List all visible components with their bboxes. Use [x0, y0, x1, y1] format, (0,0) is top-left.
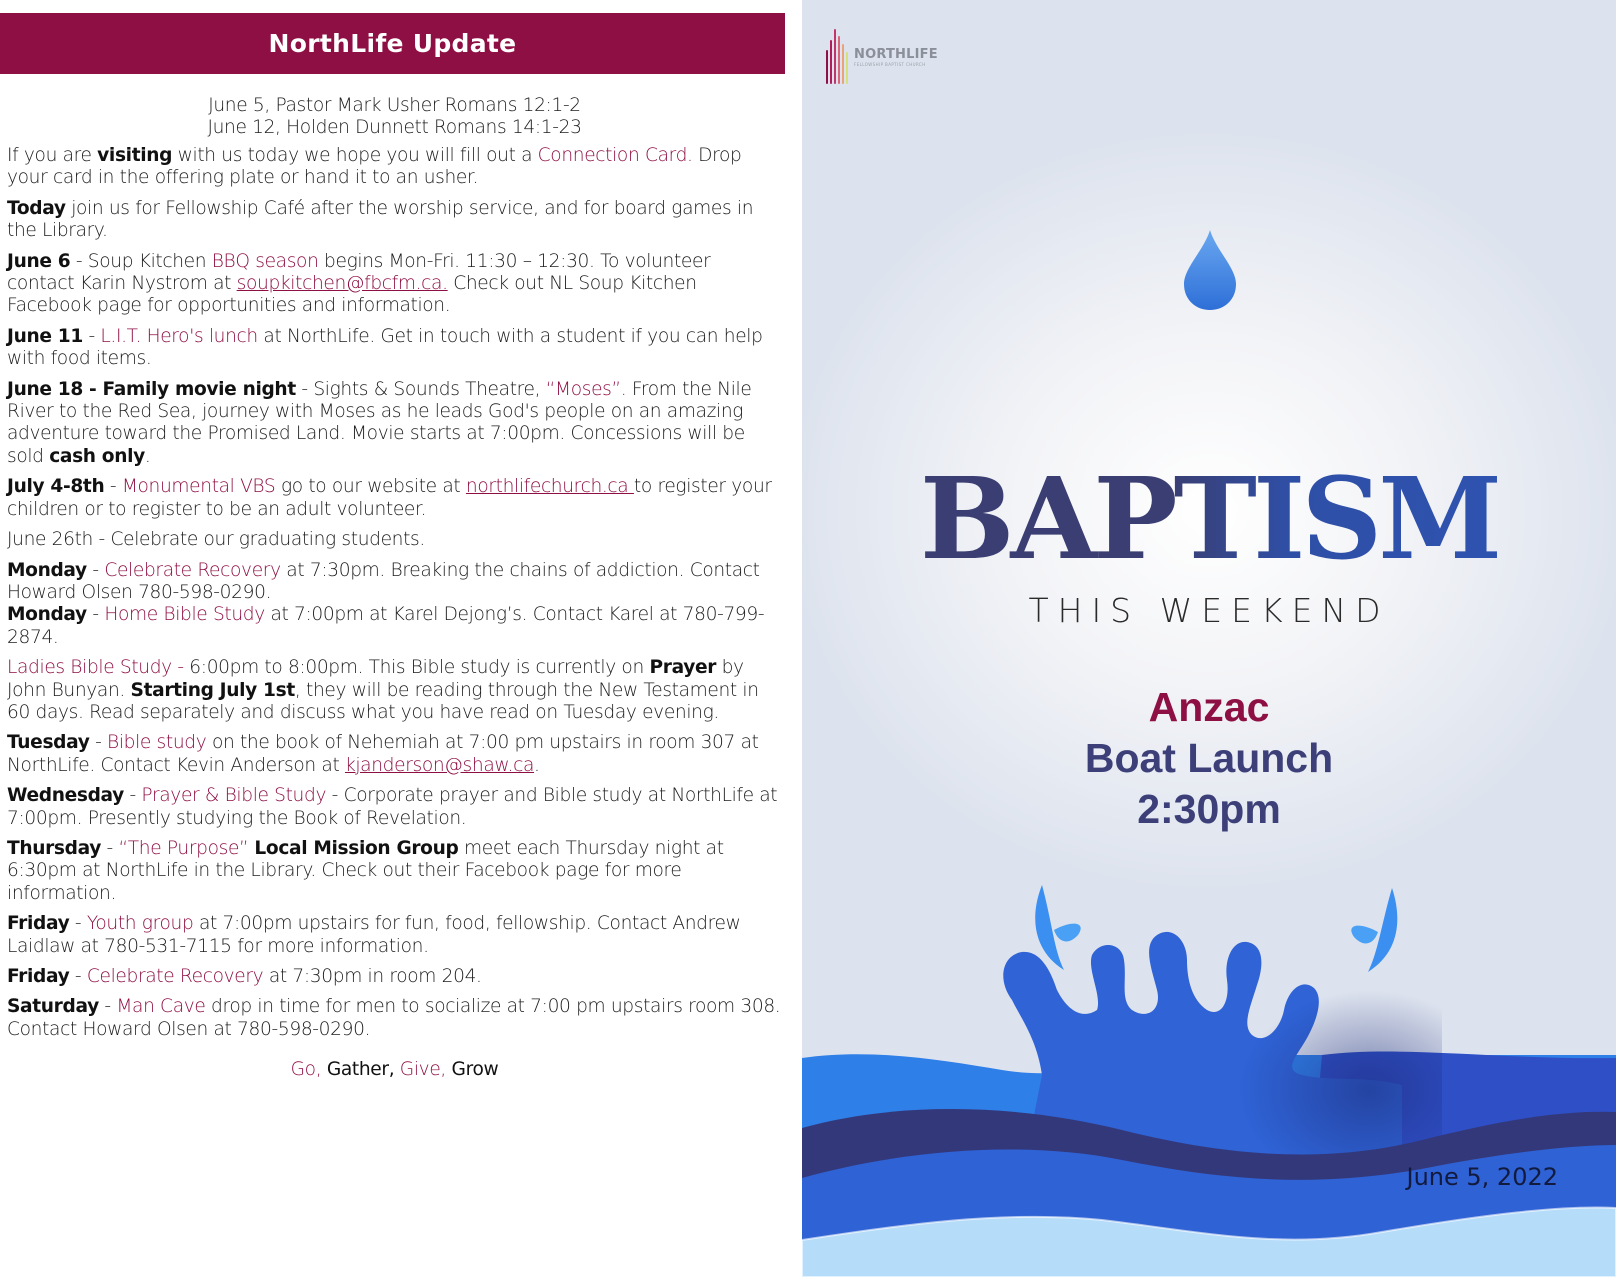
cover-title: BAPTISM: [802, 460, 1616, 580]
sermon-line: June 5, Pastor Mark Usher Romans 12:1-2: [208, 95, 581, 116]
june11-announcement: June 11 - L.I.T. Hero's lunch at NorthLife. Get in touch with a student if you can help with food items.: [7, 325, 763, 370]
monday-bible-study-announcement: Monday - Home Bible Study at 7:00pm at Karel Dejong’s. Contact Karel at 780-799-2874.: [7, 604, 765, 648]
logo-name: NORTHLIFE: [854, 46, 938, 62]
monday-recovery-announcement: Monday - Celebrate Recovery at 7:30pm. Breaking the chains of addiction. Contact Howard Olsen 780-598-0290.: [7, 559, 760, 603]
ladies-bible-study-announcement: Ladies Bible Study - 6:00pm to 8:00pm. This Bible study is currently on Prayer by John Bunyan. Starting July 1st, they will be reading through the New Testament in 60 days. Read separately and discuss what you have read on Tuesday evening.: [7, 657, 759, 723]
water-drop-icon: [1178, 228, 1242, 312]
sermon-line: June 12, Holden Dunnett Romans 14:1-23: [207, 117, 582, 138]
soupkitchen-email-link[interactable]: soupkitchen@fbcfm.ca.: [236, 273, 448, 295]
kjanderson-email-link[interactable]: kjanderson@shaw.ca: [344, 754, 534, 776]
logo-bars-icon: [826, 29, 848, 84]
bulletin-header: [0, 13, 785, 74]
friday-recovery-announcement: Friday - Celebrate Recovery at 7:30pm in room 204.: [7, 966, 482, 987]
sermon-schedule: [7, 95, 782, 139]
northlife-logo: [826, 29, 938, 84]
logo-subtitle: FELLOWSHIP BAPTIST CHURCH: [854, 61, 926, 67]
tuesday-announcement: Tuesday - Bible study on the book of Nehemiah at 7:00 pm upstairs in room 307 at NorthLife. Contact Kevin Anderson at kjanderson@shaw.ca.: [7, 732, 759, 776]
website-link[interactable]: northlifechurch.ca: [465, 476, 634, 498]
event-time: 2:30pm: [1137, 786, 1281, 832]
thursday-announcement: Thursday - “The Purpose” Local Mission Group meet each Thursday night at 6:30pm at NorthLife in the Library. Check out their Facebook page for more information.: [7, 837, 724, 904]
june26-announcement: June 26th - Celebrate our graduating students.: [7, 529, 425, 551]
bulletin-content: [7, 95, 782, 1082]
event-name: Boat Launch: [1084, 735, 1334, 781]
july4-announcement: July 4-8th - Monumental VBS go to our website at northlifechurch.ca to register your children or to register to be an adult volunteer.: [7, 476, 772, 520]
cover-date: June 5, 2022: [1406, 1163, 1558, 1191]
visiting-announcement: If you are visiting with us today we hope you will fill out a Connection Card. Drop your card in the offering plate or hand it to an usher.: [7, 145, 742, 189]
today-announcement: Today join us for Fellowship Café after the worship service, and for board games in the Library.: [7, 197, 754, 242]
friday-youth-announcement: Friday - Youth group at 7:00pm upstairs for fun, food, fellowship. Contact Andrew Laidlaw at 780-531-7115 for more information.: [7, 913, 741, 957]
june18-announcement: June 18 - Family movie night - Sights & Sounds Theatre, “Moses”. From the Nile River to the Red Sea, journey with Moses as he leads God's people on an amazing adventure toward the Promised Land. Movie starts at 7:00pm. Concessions will be sold cash only.: [7, 378, 752, 467]
bulletin-page: [0, 0, 802, 1277]
cover-subtitle: THIS WEEKEND: [1028, 591, 1390, 630]
motto: Go, Gather, Give, Grow: [290, 1059, 499, 1081]
bulletin-title: NorthLife Update: [268, 29, 517, 58]
water-splash-illustration: [802, 860, 1616, 1277]
connection-card-highlight: Connection Card.: [537, 145, 693, 166]
cover-page: [802, 0, 1616, 1277]
june6-announcement: June 6 - Soup Kitchen BBQ season begins Mon-Fri. 11:30 – 12:30. To volunteer contact Karin Nystrom at soupkitchen@fbcfm.ca. Check out NL Soup Kitchen Facebook page for opportunities and information.: [7, 250, 711, 317]
saturday-announcement: Saturday - Man Cave drop in time for men to socialize at 7:00 pm upstairs room 308. Contact Howard Olsen at 780-598-0290.: [7, 996, 781, 1040]
event-location: Anzac: [1148, 684, 1270, 730]
wednesday-announcement: Wednesday - Prayer & Bible Study - Corporate prayer and Bible study at NorthLife at 7:00pm. Presently studying the Book of Revelation.: [7, 785, 778, 829]
